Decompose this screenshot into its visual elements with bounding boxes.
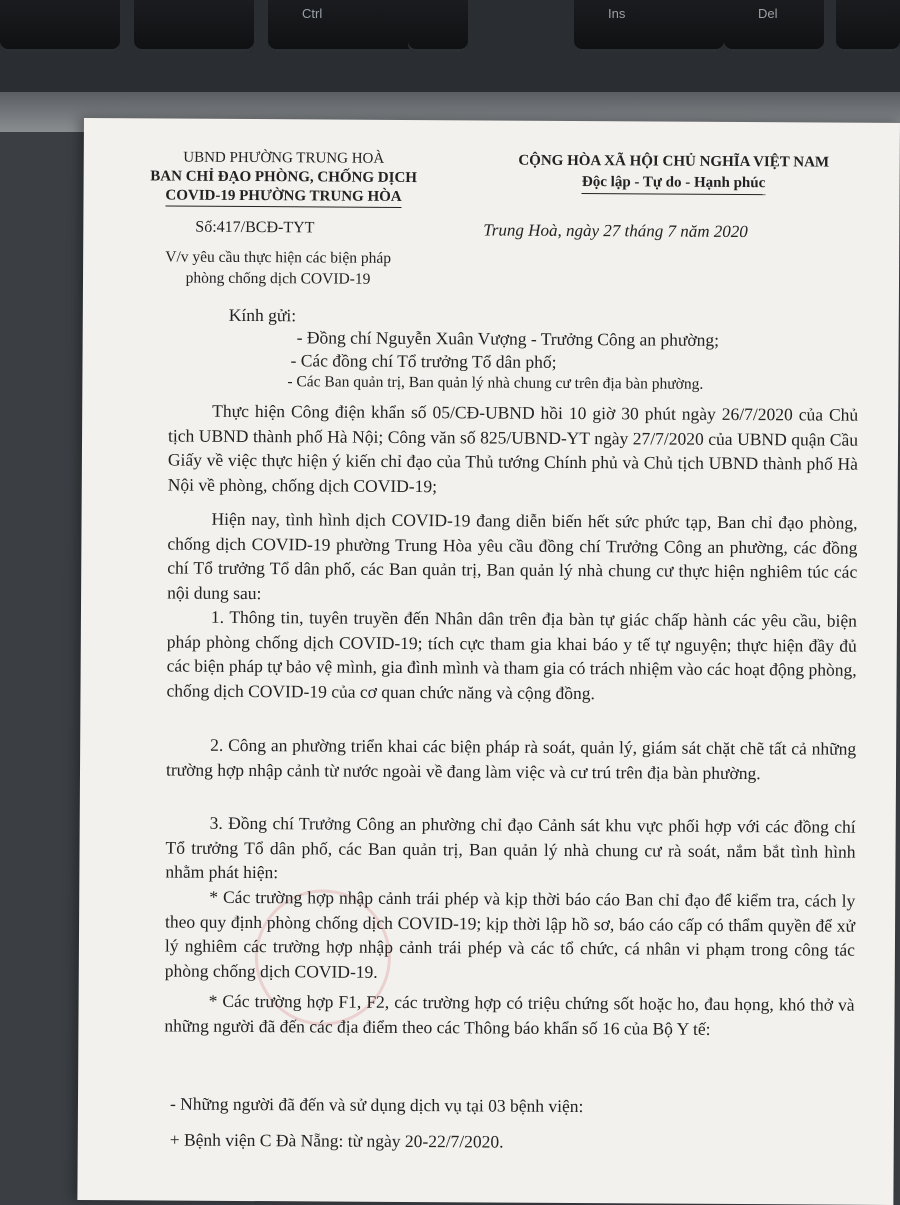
subject xyxy=(133,246,423,290)
line-hospitals: - Những người đã đến và sử dụng dịch vụ tại 03 bệnh viện: xyxy=(169,1093,584,1117)
ins-label: Ins xyxy=(608,6,626,21)
subject-line-2: phòng chống dịch COVID-19 xyxy=(185,269,371,288)
org-line-3: COVID-19 PHƯỜNG TRUNG HÒA xyxy=(165,186,401,207)
recipient-3: - Các Ban quản trị, Ban quản lý nhà chung cư trên địa bàn phường. xyxy=(287,373,704,393)
ctrl-label: Ctrl xyxy=(302,6,323,21)
line-hospital-c: + Bệnh viện C Đà Nẵng: từ ngày 20-22/7/2020. xyxy=(169,1129,504,1152)
item-2: 2. Công an phường triển khai các biện pháp rà soát, quản lý, giám sát chặt chẽ tất cả những trường hợp nhập cảnh từ nước ngoài về đang làm việc và cư trú trên địa bàn phường. xyxy=(165,734,857,783)
national-motto xyxy=(464,150,884,196)
subject-line-1: V/v yêu cầu thực hiện các biện pháp xyxy=(165,248,392,267)
nation-line-2: Độc lập - Tự do - Hạnh phúc xyxy=(582,172,765,195)
nation-line-1: CỘNG HÒA XÃ HỘI CHỦ NGHĨA VIỆT NAM xyxy=(518,152,830,171)
recipient-1: - Đồng chí Nguyễn Xuân Vượng - Trưởng Công an phường; xyxy=(296,327,720,350)
keyboard xyxy=(0,0,900,92)
item-1: 1. Thông tin, tuyên truyền đến Nhân dân trên địa bàn tự giác chấp hành các yêu cầu, biện pháp phòng chống dịch COVID-19; tích cực tham gia khai báo y tế tự nguyện; thực hiện đầy đủ các biện pháp tự bảo vệ mình, gia đình mình và tham gia có trách nhiệm vào các hoạt động phòng, chống dịch COVID-19 của cơ quan chức năng và cộng đồng. xyxy=(166,606,858,703)
item-3: 3. Đồng chí Trưởng Công an phường chỉ đạo Cảnh sát khu vực phối hợp với các đồng chí Tổ trưởng Tổ dân phố, các Ban quản trị, Ban quản lý nhà chung cư rà soát, nắm bắt tình hình nhằm phát hiện: xyxy=(165,812,856,883)
windows-key xyxy=(134,0,254,52)
paragraph-now: Hiện nay, tình hình dịch COVID-19 đang diễn biến hết sức phức tạp, Ban chỉ đạo phòng, chống dịch COVID-19 phường Trung Hòa yêu cầu đồng chí Trưởng Công an phường, các đồng chí Tổ trưởng Tổ dân phố, các Ban quản trị, Ban quản lý nhà chung cư thực hiện nghiêm túc các nội dung sau: xyxy=(167,508,858,603)
del-label: Del xyxy=(758,6,778,21)
place-date: Trung Hoà, ngày 27 tháng 7 năm 2020 xyxy=(483,220,748,242)
org-line-1: UBND PHƯỜNG TRUNG HOÀ xyxy=(183,149,385,167)
key-ins xyxy=(574,0,724,52)
bullet-2: * Các trường hợp F1, F2, các trường hợp có triệu chứng sốt hoặc ho, đau họng, khó thở và những người đã đến các địa điểm theo các Thông báo khẩn số 16 của Bộ Y tế: xyxy=(164,990,855,1039)
org-line-2: BAN CHỈ ĐẠO PHÒNG, CHỐNG DỊCH xyxy=(150,168,418,187)
issuing-organization xyxy=(113,148,453,208)
key-del xyxy=(724,0,824,52)
key-right xyxy=(836,0,900,52)
document-number: Số:417/BCĐ-TYT xyxy=(195,218,315,237)
kinh-gui: Kính gửi: xyxy=(228,304,297,326)
key-ctrl xyxy=(268,0,418,52)
document-page xyxy=(77,118,900,1205)
recipient-2: - Các đồng chí Tổ trưởng Tổ dân phố; xyxy=(290,350,557,372)
key-left xyxy=(0,0,120,52)
arrow-down-key xyxy=(408,0,468,52)
bullet-1: * Các trường hợp nhập cảnh trái phép và kịp thời báo cáo Ban chỉ đạo để kiểm tra, cách ly theo quy định phòng chống dịch COVID-19; kịp thời lập hồ sơ, báo cáo cấp có thẩm quyền để xử lý nghiêm các trường hợp nhập cảnh trái phép và các tổ chức, cá nhân vi phạm trong công tác phòng chống dịch COVID-19. xyxy=(164,886,856,982)
paragraph-intro: Thực hiện Công điện khẩn số 05/CĐ-UBND hồi 10 giờ 30 phút ngày 26/7/2020 của Chủ tịch UBND thành phố Hà Nội; Công văn số 825/UBND-YT ngày 27/7/2020 của UBND quận Cầu Giấy về việc thực hiện ý kiến chỉ đạo của Thủ tướng Chính phủ và Chủ tịch UBND thành phố Hà Nội về phòng, chống dịch COVID-19; xyxy=(167,400,859,496)
